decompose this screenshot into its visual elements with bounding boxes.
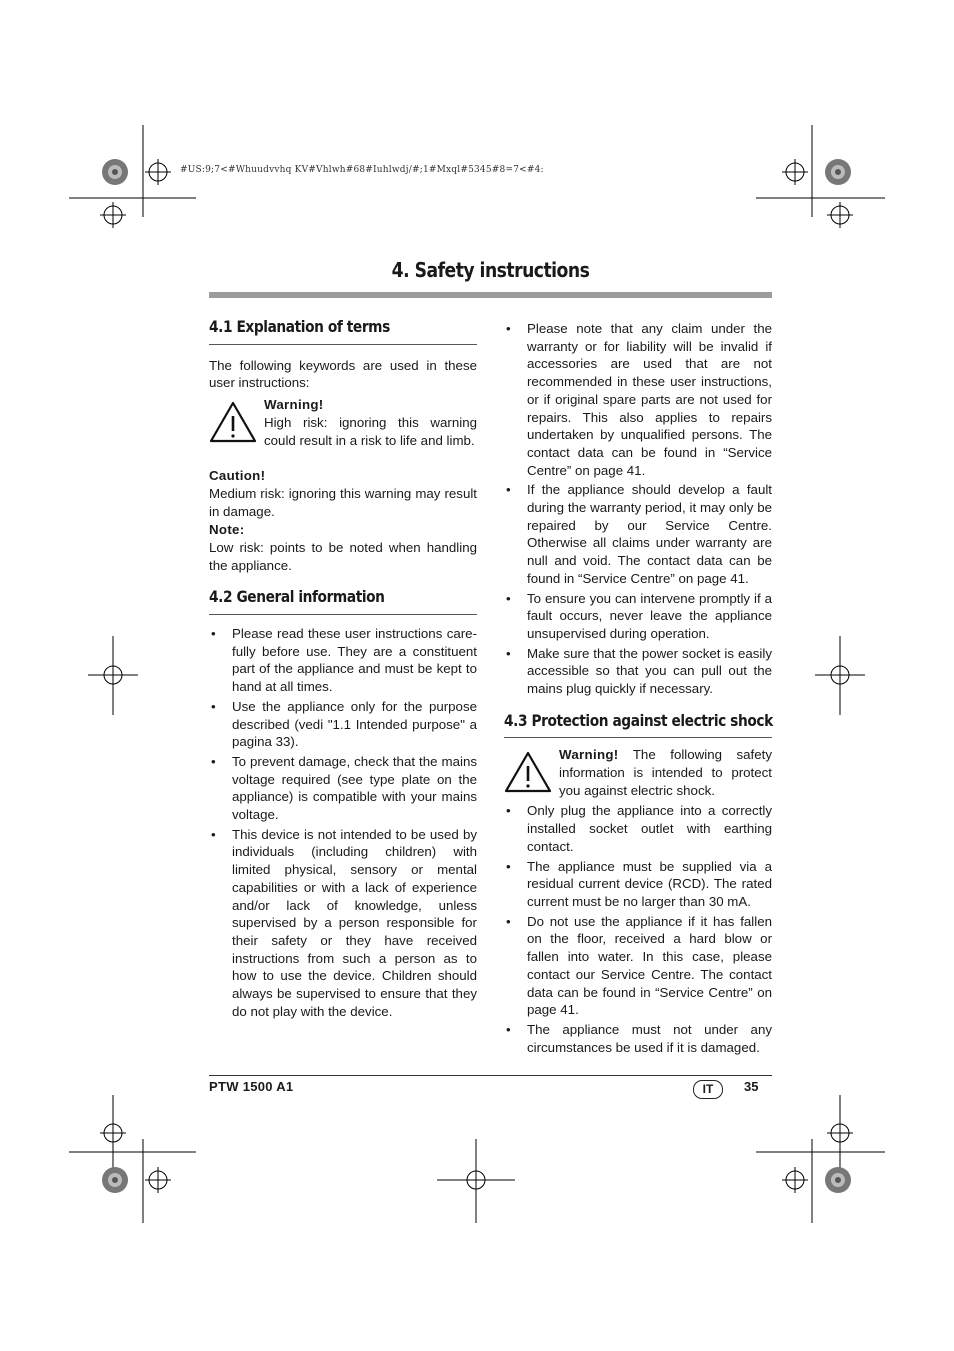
section-heading-4-2: 4.2 General information: [209, 587, 385, 607]
registration-mark-br: [827, 1120, 853, 1146]
page-number: 35: [744, 1079, 759, 1094]
registration-mark-ml: [88, 662, 138, 688]
list-item: • If the appliance should develop a fault during the warranty period, it may only be repaired by our Service Centre. Otherwise all claims under warranty are null and void. The contact data can be found in “Service Centre” on page 41.: [504, 481, 772, 587]
warning-label: Warning!: [264, 397, 324, 413]
section-heading-4-3: 4.3 Protection against electric shock: [504, 710, 773, 730]
warning-block: [209, 396, 477, 466]
title-rule: [209, 292, 772, 298]
list-item: • To prevent damage, check that the mains voltage required (see type plate on the appliance) is compatible with your mains voltage.: [209, 753, 477, 824]
language-badge: IT: [693, 1080, 723, 1099]
caution-label: Caution!: [209, 468, 266, 484]
list-item: • The appliance must be supplied via a residual current device (RCD). The rated current must be no larger than 30 mA.: [504, 858, 772, 911]
page-title: 4. Safety instructions: [391, 258, 590, 282]
list-item: • This device is not intended to be used by individuals (including children) with limited physical, sensory or mental capabilities or with a lack of experience and/or lack of knowledge, unless supervised by a person responsible for their safety or they have received instructions from such a person as to how to use the device. Children should always be supervised to ensure that they do not play with the device.: [209, 826, 477, 1021]
list-item: • To ensure you can intervene promptly if a fault occurs, never leave the appliance unsupervised during operation.: [504, 590, 772, 643]
warning-triangle-icon: [504, 750, 552, 794]
registration-mark-tr: [782, 159, 808, 185]
warning-block: [504, 746, 772, 800]
warning-triangle-icon: [209, 400, 257, 444]
list-item: • Please read these user instructions care-fully before use. They are a constituent part of the appliance and must be kept to hand at all times.: [209, 625, 477, 696]
registration-mark-r2: [827, 202, 853, 228]
list-item: • Use the appliance only for the purpose described (vedi "1.1 Intended purpose" a pagina 33).: [209, 698, 477, 751]
registration-mark-mr: [815, 662, 865, 688]
warranty-list: [504, 320, 772, 698]
registration-mark-bl2: [145, 1167, 171, 1193]
footer-model: PTW 1500 A1: [209, 1079, 294, 1094]
section-rule: [209, 614, 477, 615]
warning-label: Warning!: [559, 747, 619, 763]
intro-text: The following keywords are used in these user instructions:: [209, 357, 477, 391]
registration-mark-br2: [782, 1167, 808, 1193]
list-item: • Please note that any claim under the warranty or for liability will be invalid if accessories are used that are not recommended in these user instructions, or if original spare parts are not used for repairs. This also applies to repairs undertaken by unqualified persons. The contact data can be found in “Service Centre” on page 41.: [504, 320, 772, 479]
note-label: Note:: [209, 522, 245, 538]
registration-mark-tl: [145, 159, 171, 185]
warning-text: High risk: ignoring this warning could result in a risk to life and limb.: [264, 414, 477, 448]
footer-rule: [209, 1075, 772, 1076]
section-heading-4-1: 4.1 Explanation of terms: [209, 317, 390, 336]
section-rule: [504, 737, 772, 738]
registration-mark-l2: [100, 202, 126, 228]
print-header-code: #US:9;7<#Whuudvvhq KV#Vhlwh#68#Iuhlwdj/#;1#Mxql#5345#8=7<#4:: [180, 165, 544, 175]
color-wheel-tl: [102, 159, 128, 185]
warning-text: The following safety information is intended to protect you against electric shock.: [559, 747, 772, 798]
registration-mark-bc: [463, 1167, 489, 1193]
list-item: • Make sure that the power socket is easily accessible so that you can pull out the mains plug quickly if necessary.: [504, 645, 772, 698]
electric-shock-list: [504, 802, 772, 1056]
right-column: [504, 320, 772, 1058]
registration-mark-bl: [100, 1120, 126, 1146]
note-text: Low risk: points to be noted when handling the appliance.: [209, 539, 477, 573]
caution-text: Medium risk: ignoring this warning may result in damage.: [209, 485, 477, 519]
color-wheel-br: [825, 1167, 851, 1193]
color-wheel-tr: [825, 159, 851, 185]
list-item: • Do not use the appliance if it has fallen on the floor, received a hard blow or fallen into water. In this case, please contact our Service Centre. The contact data can be found in “Service Centre” on page 41.: [504, 913, 772, 1019]
section-rule: [209, 344, 477, 345]
left-column: [209, 318, 477, 1023]
list-item: • The appliance must not under any circumstances be used if it is damaged.: [504, 1021, 772, 1056]
color-wheel-bl: [102, 1167, 128, 1193]
general-info-list: [209, 625, 477, 1020]
list-item: • Only plug the appliance into a correctly installed socket outlet with earthing contact.: [504, 802, 772, 855]
